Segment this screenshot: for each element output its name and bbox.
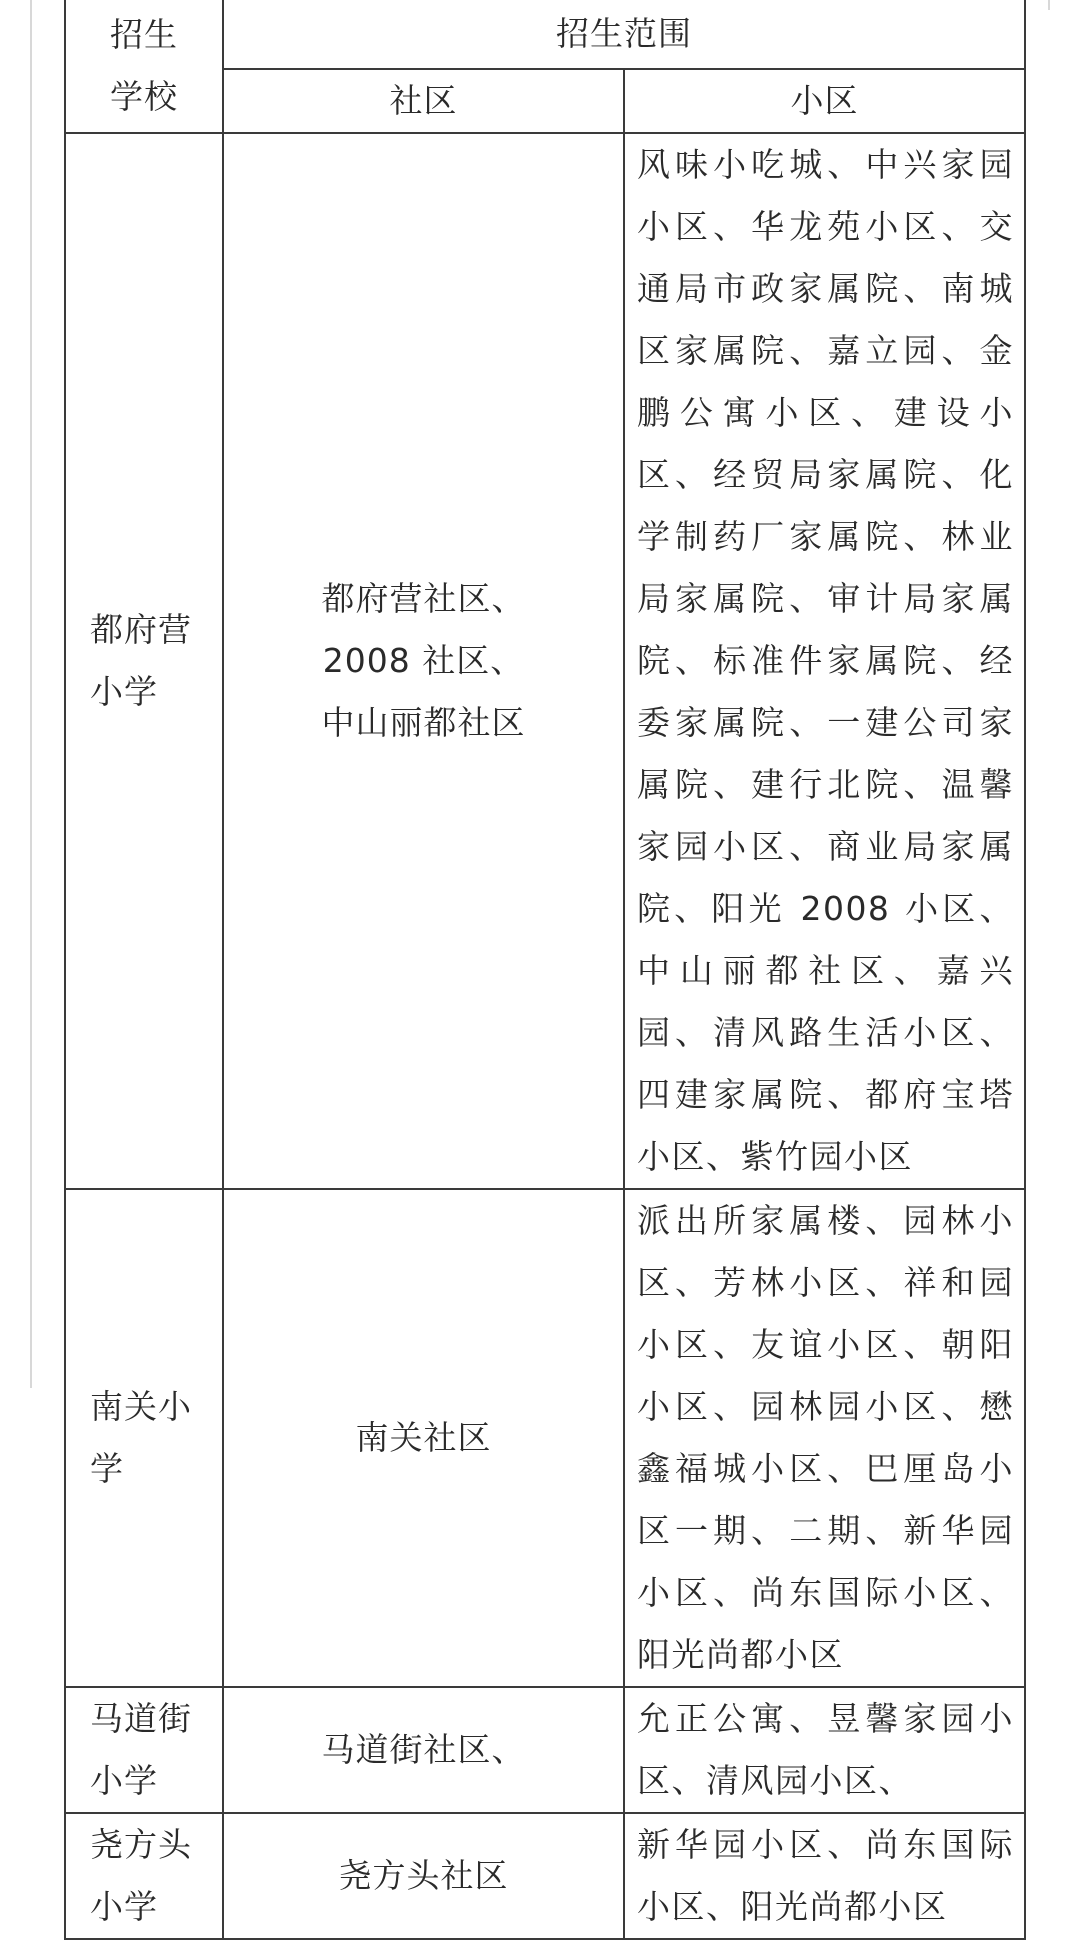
header-residential-label: 小区 — [790, 81, 859, 120]
residential-names: 风味小吃城、中兴家园小区、华龙苑小区、交通局市政家属院、南城区家属院、嘉立园、金鹏公寓小区、建设小区、经贸局家属院、化学制药厂家属院、林业局家属院、审计局家属院、标准件家属院、经委家属院、一建公司家属院、建行北院、温馨家园小区、商业局家属院、阳光 2008 小区、中山丽都社区、嘉兴园、清风路生活小区、四建家属院、都府宝塔小区、紫竹园小区 — [637, 145, 1014, 1176]
residential-cell — [624, 133, 1025, 1189]
residential-cell — [624, 1687, 1025, 1813]
school-name: 马道街小学 — [90, 1699, 192, 1800]
community-cell — [223, 133, 624, 1189]
school-cell — [65, 1813, 223, 1939]
table-header-row — [65, 0, 1025, 69]
community-names: 尧方头社区 — [338, 1856, 509, 1895]
school-cell — [65, 1687, 223, 1813]
school-cell — [65, 133, 223, 1189]
residential-names: 派出所家属楼、园林小区、芳林小区、祥和园小区、友谊小区、朝阳小区、园林园小区、懋鑫福城小区、巴厘岛小区一期、二期、新华园小区、尚东国际小区、阳光尚都小区 — [637, 1201, 1014, 1674]
header-community-label: 社区 — [389, 81, 458, 120]
community-cell — [223, 1687, 624, 1813]
enrollment-table — [64, 0, 1026, 1940]
header-scope-cell — [223, 0, 1025, 69]
header-scope-label: 招生范围 — [556, 14, 692, 53]
header-community-cell — [223, 69, 624, 133]
residential-cell — [624, 1813, 1025, 1939]
photo-edge-top-right — [1048, 0, 1050, 10]
residential-names: 新华园小区、尚东国际小区、阳光尚都小区 — [637, 1825, 1014, 1926]
table-row — [65, 133, 1025, 1189]
table-row — [65, 1813, 1025, 1939]
school-cell — [65, 1189, 223, 1687]
community-cell — [223, 1813, 624, 1939]
community-names: 南关社区 — [355, 1418, 492, 1457]
header-school-label: 招生学校 — [110, 15, 178, 116]
school-name: 都府营小学 — [90, 610, 192, 711]
header-school-cell — [65, 0, 223, 133]
table-row — [65, 1687, 1025, 1813]
table-row — [65, 1189, 1025, 1687]
school-name: 南关小学 — [90, 1387, 192, 1488]
residential-names: 允正公寓、昱馨家园小区、清风园小区、 — [637, 1699, 1014, 1800]
community-names: 都府营社区、2008 社区、中山丽都社区 — [321, 579, 526, 742]
header-residential-cell — [624, 69, 1025, 133]
residential-cell — [624, 1189, 1025, 1687]
community-names: 马道街社区、 — [321, 1730, 526, 1769]
photo-edge-left — [30, 0, 32, 1388]
community-cell — [223, 1189, 624, 1687]
school-name: 尧方头小学 — [90, 1825, 192, 1926]
